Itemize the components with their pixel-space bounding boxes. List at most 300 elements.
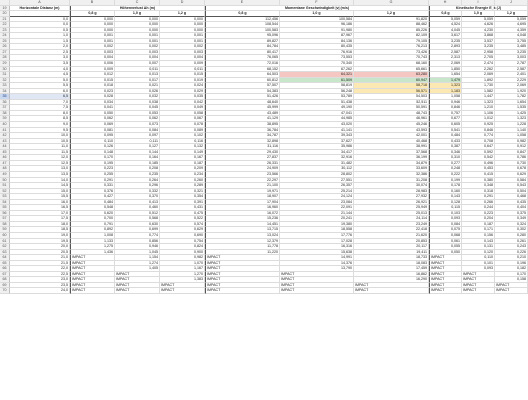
- cell-C56[interactable]: 0,512: [115, 211, 160, 217]
- row-header-62[interactable]: 62: [0, 244, 10, 250]
- cell-A39[interactable]: 8,5: [10, 116, 70, 122]
- cell-I43[interactable]: 0,708: [462, 139, 495, 145]
- row-header-70[interactable]: 70: [0, 288, 10, 294]
- cell-J57[interactable]: 0,349: [495, 216, 528, 222]
- cell-G52[interactable]: 28,983: [354, 189, 429, 195]
- cell-C22[interactable]: 0,000: [115, 22, 160, 28]
- cell-C37[interactable]: 0,045: [115, 105, 160, 111]
- cell-C47[interactable]: 0,185: [115, 161, 160, 167]
- cell-A62[interactable]: 20,0: [10, 244, 70, 250]
- cell-B63[interactable]: 1,436: [70, 250, 115, 256]
- cell-A51[interactable]: 14,5: [10, 183, 70, 189]
- cell-D54[interactable]: 0,391: [160, 200, 205, 206]
- row-header-42[interactable]: 42: [0, 133, 10, 139]
- row-header-32[interactable]: 32: [0, 78, 10, 84]
- cell-D43[interactable]: 0,116: [160, 139, 205, 145]
- cell-B60[interactable]: 1,008: [70, 233, 115, 239]
- cell-C57[interactable]: 0,568: [115, 216, 160, 222]
- cell-I48[interactable]: 0,453: [462, 166, 495, 172]
- cell-D63[interactable]: 0,900: [160, 250, 205, 256]
- row-header-23[interactable]: 23: [0, 28, 10, 34]
- cell-D58[interactable]: 0,574: [160, 222, 205, 228]
- cell-D35[interactable]: 0,035: [160, 94, 205, 100]
- cell-C28[interactable]: 0,004: [115, 55, 160, 61]
- cell-E37[interactable]: 45,999: [205, 105, 280, 111]
- cell-D68[interactable]: 1,383: [160, 277, 205, 283]
- cell-C41[interactable]: 0,084: [115, 128, 160, 134]
- cell-D27[interactable]: 0,003: [160, 50, 205, 56]
- cell-I25[interactable]: 3,537: [462, 39, 495, 45]
- row-header-52[interactable]: 52: [0, 189, 10, 195]
- cell-C34[interactable]: 0,026: [115, 89, 160, 95]
- cell-A64[interactable]: 21,0: [10, 255, 70, 261]
- cell-G65[interactable]: 18,083: [354, 261, 429, 267]
- cell-F43[interactable]: 37,627: [280, 139, 354, 145]
- cell-A59[interactable]: 18,5: [10, 227, 70, 233]
- row-header-53[interactable]: 53: [0, 194, 10, 200]
- cell-E58[interactable]: 14,451: [205, 222, 280, 228]
- cell-C23[interactable]: 0,000: [115, 28, 160, 34]
- cell-H63[interactable]: 0,050: [429, 250, 462, 256]
- column-header-H[interactable]: H: [429, 0, 462, 6]
- cell-E29[interactable]: 72,016: [205, 61, 280, 67]
- cell-G29[interactable]: 68,160: [354, 61, 429, 67]
- cell-I70[interactable]: IMPACT: [462, 288, 495, 294]
- cell-F50[interactable]: 27,551: [280, 178, 354, 184]
- cell-G43[interactable]: 40,468: [354, 139, 429, 145]
- cell-C35[interactable]: 0,032: [115, 94, 160, 100]
- row-header-51[interactable]: 51: [0, 183, 10, 189]
- cell-G62[interactable]: 20,117: [354, 244, 429, 250]
- cell-E30[interactable]: 68,152: [205, 67, 280, 73]
- column-header-J[interactable]: J: [495, 0, 528, 6]
- row-header-56[interactable]: 56: [0, 211, 10, 217]
- cell-E62[interactable]: 11,778: [205, 244, 280, 250]
- cell-B58[interactable]: 0,791: [70, 222, 115, 228]
- cell-B55[interactable]: 0,548: [70, 205, 115, 211]
- header-horizontal-distance[interactable]: Horizontale Distanz (m): [10, 6, 70, 12]
- cell-I61[interactable]: 0,143: [462, 239, 495, 245]
- cell-F34[interactable]: 56,248: [280, 89, 354, 95]
- cell-J44[interactable]: 0,912: [495, 144, 528, 150]
- cell-C27[interactable]: 0,003: [115, 50, 160, 56]
- cell-G67[interactable]: 16,862: [354, 272, 429, 278]
- cell-G27[interactable]: 73,426: [354, 50, 429, 56]
- cell-G35[interactable]: 54,503: [354, 94, 429, 100]
- cell-I49[interactable]: 0,415: [462, 172, 495, 178]
- cell-A27[interactable]: 2,5: [10, 50, 70, 56]
- cell-I41[interactable]: 0,846: [462, 128, 495, 134]
- cell-D34[interactable]: 0,029: [160, 89, 205, 95]
- cell-J64[interactable]: 0,210: [495, 255, 528, 261]
- cell-H60[interactable]: 0,068: [429, 233, 462, 239]
- cell-E59[interactable]: 13,715: [205, 227, 280, 233]
- cell-H32[interactable]: 1,479: [429, 78, 462, 84]
- cell-A26[interactable]: 2,0: [10, 44, 70, 50]
- cell-G69[interactable]: IMPACT: [354, 283, 429, 289]
- cell-I45[interactable]: 0,592: [462, 150, 495, 156]
- cell-A48[interactable]: 13,0: [10, 166, 70, 172]
- cell-F55[interactable]: 22,091: [280, 205, 354, 211]
- cell-J40[interactable]: 1,228: [495, 122, 528, 128]
- cell-A50[interactable]: 14,0: [10, 178, 70, 184]
- cell-F23[interactable]: 91,980: [280, 28, 354, 34]
- cell-E41[interactable]: 36,784: [205, 128, 280, 134]
- cell-G58[interactable]: 23,249: [354, 222, 429, 228]
- cell-C49[interactable]: 0,235: [115, 172, 160, 178]
- cell-J29[interactable]: 2,787: [495, 61, 528, 67]
- cell-G63[interactable]: 19,411: [354, 250, 429, 256]
- cell-J37[interactable]: 1,535: [495, 105, 528, 111]
- cell-C44[interactable]: 0,127: [115, 144, 160, 150]
- cell-J34[interactable]: 1,920: [495, 89, 528, 95]
- cell-H70[interactable]: IMPACT: [429, 288, 462, 294]
- cell-I53[interactable]: 0,291: [462, 194, 495, 200]
- cell-F42[interactable]: 39,343: [280, 133, 354, 139]
- cell-J32[interactable]: 2,229: [495, 78, 528, 84]
- row-header-50[interactable]: 50: [0, 178, 10, 184]
- row-header-57[interactable]: 57: [0, 216, 10, 222]
- cell-I68[interactable]: IMPACT: [462, 277, 495, 283]
- cell-F59[interactable]: 18,558: [280, 227, 354, 233]
- cell-J69[interactable]: IMPACT: [495, 283, 528, 289]
- cell-H36[interactable]: 0,946: [429, 100, 462, 106]
- cell-I54[interactable]: 0,266: [462, 200, 495, 206]
- cell-B56[interactable]: 0,620: [70, 211, 115, 217]
- row-header-34[interactable]: 34: [0, 89, 10, 95]
- cell-C52[interactable]: 0,332: [115, 189, 160, 195]
- cell-I46[interactable]: 0,542: [462, 155, 495, 161]
- cell-B50[interactable]: 0,291: [70, 178, 115, 184]
- cell-E64[interactable]: IMPACT: [205, 255, 280, 261]
- cell-J50[interactable]: 0,584: [495, 178, 528, 184]
- cell-D49[interactable]: 0,234: [160, 172, 205, 178]
- cell-A33[interactable]: 5,5: [10, 83, 70, 89]
- cell-B54[interactable]: 0,484: [70, 200, 115, 206]
- cell-I27[interactable]: 2,958: [462, 50, 495, 56]
- cell-F68[interactable]: IMPACT: [280, 277, 354, 283]
- cell-E56[interactable]: 16,072: [205, 211, 280, 217]
- row-header-69[interactable]: 69: [0, 283, 10, 289]
- row-header-66[interactable]: 66: [0, 266, 10, 272]
- cell-G45[interactable]: 37,568: [354, 150, 429, 156]
- cell-I65[interactable]: 0,101: [462, 261, 495, 267]
- cell-J42[interactable]: 1,058: [495, 133, 528, 139]
- cell-C64[interactable]: 1,154: [115, 255, 160, 261]
- row-header-46[interactable]: 46: [0, 155, 10, 161]
- cell-F52[interactable]: 25,214: [280, 189, 354, 195]
- subheader-mass-7[interactable]: 1,0 g: [462, 11, 495, 17]
- cell-C24[interactable]: 0,001: [115, 33, 160, 39]
- cell-G51[interactable]: 30,074: [354, 183, 429, 189]
- cell-H43[interactable]: 0,433: [429, 139, 462, 145]
- cell-E51[interactable]: 21,100: [205, 183, 280, 189]
- cell-J25[interactable]: 3,755: [495, 39, 528, 45]
- cell-I47[interactable]: 0,496: [462, 161, 495, 167]
- cell-C26[interactable]: 0,002: [115, 44, 160, 50]
- cell-A63[interactable]: 20,5: [10, 250, 70, 256]
- cell-J70[interactable]: IMPACT: [495, 288, 528, 294]
- cell-B23[interactable]: 0,000: [70, 28, 115, 34]
- cell-D40[interactable]: 0,078: [160, 122, 205, 128]
- row-header-28[interactable]: 28: [0, 55, 10, 61]
- cell-G61[interactable]: 20,853: [354, 239, 429, 245]
- subheader-mass-6[interactable]: 0,8 g: [429, 11, 462, 17]
- cell-H39[interactable]: 0,677: [429, 116, 462, 122]
- cell-E38[interactable]: 43,489: [205, 111, 280, 117]
- cell-H47[interactable]: 0,277: [429, 161, 462, 167]
- cell-E21[interactable]: 112,456: [205, 17, 280, 23]
- cell-D50[interactable]: 0,260: [160, 178, 205, 184]
- row-header-35[interactable]: 35: [0, 94, 10, 100]
- cell-I66[interactable]: 0,093: [462, 266, 495, 272]
- cell-H55[interactable]: 0,115: [429, 205, 462, 211]
- cell-H54[interactable]: 0,128: [429, 200, 462, 206]
- cell-C33[interactable]: 0,021: [115, 83, 160, 89]
- cell-I23[interactable]: 4,230: [462, 28, 495, 34]
- cell-F66[interactable]: 13,790: [280, 266, 354, 272]
- cell-A56[interactable]: 17,0: [10, 211, 70, 217]
- cell-G57[interactable]: 24,114: [354, 216, 429, 222]
- column-header-E[interactable]: E: [205, 0, 280, 6]
- cell-B35[interactable]: 0,028: [70, 94, 115, 100]
- cell-H53[interactable]: 0,143: [429, 194, 462, 200]
- cell-D65[interactable]: 1,070: [160, 261, 205, 267]
- cell-B30[interactable]: 0,009: [70, 67, 115, 73]
- cell-B37[interactable]: 0,041: [70, 105, 115, 111]
- row-header-49[interactable]: 49: [0, 172, 10, 178]
- cell-G44[interactable]: 38,991: [354, 144, 429, 150]
- cell-A32[interactable]: 5,0: [10, 78, 70, 84]
- cell-B52[interactable]: 0,376: [70, 189, 115, 195]
- cell-C54[interactable]: 0,413: [115, 200, 160, 206]
- cell-H31[interactable]: 1,654: [429, 72, 462, 78]
- cell-C36[interactable]: 0,038: [115, 100, 160, 106]
- cell-J54[interactable]: 0,435: [495, 200, 528, 206]
- cell-I60[interactable]: 0,156: [462, 233, 495, 239]
- cell-A40[interactable]: 9,0: [10, 122, 70, 128]
- row-header-38[interactable]: 38: [0, 111, 10, 117]
- cell-G49[interactable]: 32,386: [354, 172, 429, 178]
- cell-B24[interactable]: 0,001: [70, 33, 115, 39]
- row-header-59[interactable]: 59: [0, 227, 10, 233]
- cell-F25[interactable]: 84,136: [280, 39, 354, 45]
- cell-C60[interactable]: 0,774: [115, 233, 160, 239]
- cell-E68[interactable]: IMPACT: [205, 277, 280, 283]
- row-header-48[interactable]: 48: [0, 166, 10, 172]
- header-height-loss[interactable]: Höhenverlust Δh (m): [70, 6, 205, 12]
- cell-A28[interactable]: 3,0: [10, 55, 70, 61]
- cell-F56[interactable]: 21,144: [280, 211, 354, 217]
- cell-J26[interactable]: 3,485: [495, 44, 528, 50]
- cell-B21[interactable]: 0,000: [70, 17, 115, 23]
- row-header-31[interactable]: 31: [0, 72, 10, 78]
- row-header-54[interactable]: 54: [0, 200, 10, 206]
- cell-H48[interactable]: 0,248: [429, 166, 462, 172]
- cell-I64[interactable]: 0,110: [462, 255, 495, 261]
- row-header-63[interactable]: 63: [0, 250, 10, 256]
- cell-I24[interactable]: 3,868: [462, 33, 495, 39]
- cell-G41[interactable]: 43,593: [354, 128, 429, 134]
- cell-G34[interactable]: 56,571: [354, 89, 429, 95]
- row-header-67[interactable]: 67: [0, 272, 10, 278]
- cell-J47[interactable]: 0,730: [495, 161, 528, 167]
- cell-A41[interactable]: 9,5: [10, 128, 70, 134]
- cell-I62[interactable]: 0,131: [462, 244, 495, 250]
- row-header-43[interactable]: 43: [0, 139, 10, 145]
- row-header-30[interactable]: 30: [0, 67, 10, 73]
- cell-A35[interactable]: 6,5: [10, 94, 70, 100]
- cell-A66[interactable]: 22,0: [10, 266, 70, 272]
- cell-F37[interactable]: 49,190: [280, 105, 354, 111]
- cell-I29[interactable]: 2,474: [462, 61, 495, 67]
- cell-E66[interactable]: IMPACT: [205, 266, 280, 272]
- row-header-26[interactable]: 26: [0, 44, 10, 50]
- cell-A55[interactable]: 16,5: [10, 205, 70, 211]
- cell-A68[interactable]: 23,0: [10, 277, 70, 283]
- row-header-65[interactable]: 65: [0, 261, 10, 267]
- cell-D42[interactable]: 0,102: [160, 133, 205, 139]
- cell-F21[interactable]: 100,584: [280, 17, 354, 23]
- cell-A22[interactable]: 0,0: [10, 22, 70, 28]
- cell-F39[interactable]: 44,985: [280, 116, 354, 122]
- row-header-33[interactable]: 33: [0, 83, 10, 89]
- cell-H46[interactable]: 0,310: [429, 155, 462, 161]
- cell-D31[interactable]: 0,015: [160, 72, 205, 78]
- cell-I37[interactable]: 1,210: [462, 105, 495, 111]
- cell-J56[interactable]: 0,375: [495, 211, 528, 217]
- subheader-mass-5[interactable]: 1,2 g: [354, 11, 429, 17]
- cell-D21[interactable]: 0,000: [160, 17, 205, 23]
- cell-E22[interactable]: 108,544: [205, 22, 280, 28]
- row-header-29[interactable]: 29: [0, 61, 10, 67]
- row-header-45[interactable]: 45: [0, 150, 10, 156]
- cell-B67[interactable]: IMPACT: [70, 272, 115, 278]
- cell-C62[interactable]: 0,946: [115, 244, 160, 250]
- cell-C51[interactable]: 0,296: [115, 183, 160, 189]
- cell-H50[interactable]: 0,199: [429, 178, 462, 184]
- cell-C42[interactable]: 0,097: [115, 133, 160, 139]
- cell-G50[interactable]: 31,208: [354, 178, 429, 184]
- header-kinetic-energy[interactable]: Kinetische Energie E_k (J): [429, 6, 528, 12]
- cell-J55[interactable]: 0,404: [495, 205, 528, 211]
- cell-F33[interactable]: 58,819: [280, 83, 354, 89]
- cell-E32[interactable]: 60,812: [205, 78, 280, 84]
- cell-J41[interactable]: 1,140: [495, 128, 528, 134]
- cell-F35[interactable]: 53,789: [280, 94, 354, 100]
- cell-H38[interactable]: 0,757: [429, 111, 462, 117]
- cell-A53[interactable]: 15,5: [10, 194, 70, 200]
- cell-H62[interactable]: 0,055: [429, 244, 462, 250]
- cell-D62[interactable]: 0,824: [160, 244, 205, 250]
- subheader-mass-4[interactable]: 1,0 g: [280, 11, 354, 17]
- cell-F24[interactable]: 87,967: [280, 33, 354, 39]
- cell-A24[interactable]: 1,0: [10, 33, 70, 39]
- cell-E36[interactable]: 48,640: [205, 100, 280, 106]
- cell-D70[interactable]: IMPACT: [160, 288, 205, 294]
- cell-C58[interactable]: 0,630: [115, 222, 160, 228]
- row-header-27[interactable]: 27: [0, 50, 10, 56]
- cell-I28[interactable]: 2,705: [462, 55, 495, 61]
- cell-D47[interactable]: 0,187: [160, 161, 205, 167]
- cell-H34[interactable]: 1,183: [429, 89, 462, 95]
- cell-H51[interactable]: 0,178: [429, 183, 462, 189]
- cell-D56[interactable]: 0,475: [160, 211, 205, 217]
- cell-E45[interactable]: 29,430: [205, 150, 280, 156]
- cell-H69[interactable]: IMPACT: [429, 283, 462, 289]
- cell-A47[interactable]: 12,5: [10, 161, 70, 167]
- cell-D64[interactable]: 0,982: [160, 255, 205, 261]
- cell-J52[interactable]: 0,504: [495, 189, 528, 195]
- cell-H56[interactable]: 0,103: [429, 211, 462, 217]
- cell-E42[interactable]: 34,787: [205, 133, 280, 139]
- cell-G38[interactable]: 48,743: [354, 111, 429, 117]
- cell-C70[interactable]: IMPACT: [115, 288, 160, 294]
- cell-G56[interactable]: 25,013: [354, 211, 429, 217]
- cell-B40[interactable]: 0,069: [70, 122, 115, 128]
- cell-F53[interactable]: 24,124: [280, 194, 354, 200]
- cell-I56[interactable]: 0,223: [462, 211, 495, 217]
- cell-I33[interactable]: 1,730: [462, 83, 495, 89]
- cell-D24[interactable]: 0,001: [160, 33, 205, 39]
- cell-A57[interactable]: 17,5: [10, 216, 70, 222]
- cell-A38[interactable]: 8,0: [10, 111, 70, 117]
- cell-E52[interactable]: 19,971: [205, 189, 280, 195]
- cell-B36[interactable]: 0,034: [70, 100, 115, 106]
- cell-A43[interactable]: 10,5: [10, 139, 70, 145]
- row-header-24[interactable]: 24: [0, 33, 10, 39]
- cell-C40[interactable]: 0,073: [115, 122, 160, 128]
- header-velocity[interactable]: Momentane Geschwindigkeit |v| (m/s): [205, 6, 429, 12]
- cell-I55[interactable]: 0,244: [462, 205, 495, 211]
- column-header-G[interactable]: G: [354, 0, 429, 6]
- cell-E39[interactable]: 41,129: [205, 116, 280, 122]
- cell-F38[interactable]: 47,041: [280, 111, 354, 117]
- cell-F40[interactable]: 43,020: [280, 122, 354, 128]
- cell-B51[interactable]: 0,331: [70, 183, 115, 189]
- cell-B46[interactable]: 0,170: [70, 155, 115, 161]
- row-header-21[interactable]: 21: [0, 17, 10, 23]
- cell-F27[interactable]: 76,916: [280, 50, 354, 56]
- cell-I44[interactable]: 0,647: [462, 144, 495, 150]
- cell-C50[interactable]: 0,264: [115, 178, 160, 184]
- cell-G26[interactable]: 76,213: [354, 44, 429, 50]
- cell-B49[interactable]: 0,255: [70, 172, 115, 178]
- cell-D67[interactable]: 1,270: [160, 272, 205, 278]
- column-header-D[interactable]: D: [160, 0, 205, 6]
- cell-D30[interactable]: 0,011: [160, 67, 205, 73]
- cell-J45[interactable]: 0,847: [495, 150, 528, 156]
- cell-A69[interactable]: 23,5: [10, 283, 70, 289]
- cell-I67[interactable]: IMPACT: [462, 272, 495, 278]
- cell-B41[interactable]: 0,081: [70, 128, 115, 134]
- row-header-60[interactable]: 60: [0, 233, 10, 239]
- cell-E67[interactable]: IMPACT: [205, 272, 280, 278]
- column-header-B[interactable]: B: [70, 0, 115, 6]
- row-header-22[interactable]: 22: [0, 22, 10, 28]
- cell-G66[interactable]: 17,459: [354, 266, 429, 272]
- cell-G40[interactable]: 45,246: [354, 122, 429, 128]
- cell-C61[interactable]: 0,856: [115, 239, 160, 245]
- cell-D57[interactable]: 0,522: [160, 216, 205, 222]
- cell-I36[interactable]: 1,323: [462, 100, 495, 106]
- cell-G37[interactable]: 50,591: [354, 105, 429, 111]
- row-header-20[interactable]: 20: [0, 11, 10, 17]
- cell-E25[interactable]: 89,827: [205, 39, 280, 45]
- cell-F64[interactable]: 14,991: [280, 255, 354, 261]
- cell-I50[interactable]: 0,380: [462, 178, 495, 184]
- cell-J43[interactable]: 0,982: [495, 139, 528, 145]
